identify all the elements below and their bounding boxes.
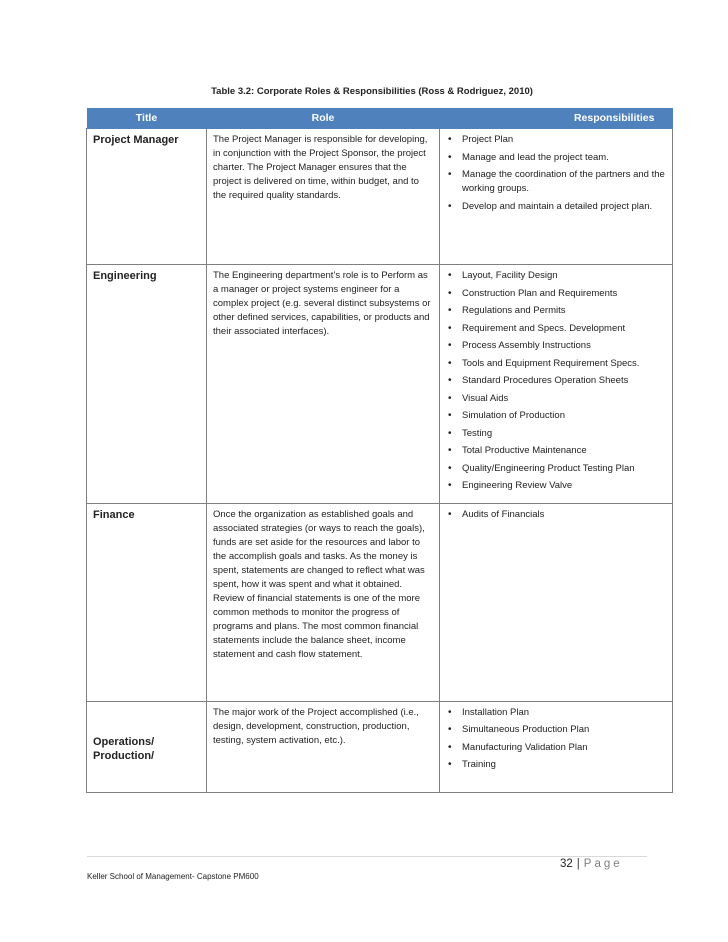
row-role: The Project Manager is responsible for developing, in conjunction with the Project Sponsor, the project charter. The Project Manager ensures that the project is delivered on time, within budget, and to the required quality standards. xyxy=(207,129,440,265)
row-role: The major work of the Project accomplished (i.e., design, development, construction, production, testing, system activation, etc.). xyxy=(207,701,440,792)
list-item: • Standard Procedures Operation Sheets xyxy=(446,374,667,388)
row-responsibilities xyxy=(440,265,673,504)
table-caption: Table 3.2: Corporate Roles & Responsibilities (Ross & Rodriguez, 2010) xyxy=(211,86,533,97)
list-item: • Testing xyxy=(446,427,667,441)
table-header-row xyxy=(87,108,673,129)
header-role: Role xyxy=(207,108,440,129)
row-role: The Engineering department’s role is to Perform as a manager or project systems engineer for a complex project (e.g. several distinct subsystems or other defined services, capabilities, or products and their associated interfaces). xyxy=(207,265,440,504)
page-number-value: 32 xyxy=(560,858,573,870)
page-number-separator: | xyxy=(576,858,580,870)
list-item: • Total Productive Maintenance xyxy=(446,444,667,458)
page-label: Page xyxy=(583,858,623,870)
list-item: • Quality/Engineering Product Testing Plan xyxy=(446,462,667,476)
list-item: • Manufacturing Validation Plan xyxy=(446,741,667,755)
list-item: • Manage and lead the project team. xyxy=(446,151,667,165)
row-title: Project Manager xyxy=(87,129,207,265)
row-responsibilities xyxy=(440,503,673,701)
list-item: • Construction Plan and Requirements xyxy=(446,287,667,301)
list-item: • Regulations and Permits xyxy=(446,304,667,318)
table-row xyxy=(87,265,673,504)
list-item: • Visual Aids xyxy=(446,392,667,406)
list-item: • Develop and maintain a detailed project plan. xyxy=(446,200,667,214)
list-item: • Engineering Review Valve xyxy=(446,479,667,493)
footer-divider xyxy=(87,856,647,857)
list-item: • Simultaneous Production Plan xyxy=(446,723,667,737)
row-title: Operations/ Production/ xyxy=(87,701,207,792)
list-item: • Installation Plan xyxy=(446,706,667,720)
list-item: • Audits of Financials xyxy=(446,508,667,522)
list-item: • Manage the coordination of the partners and the working groups. xyxy=(446,168,667,196)
row-responsibilities xyxy=(440,129,673,265)
row-responsibilities xyxy=(440,701,673,792)
list-item: • Training xyxy=(446,758,667,772)
list-item: • Process Assembly Instructions xyxy=(446,339,667,353)
list-item: • Requirement and Specs. Development xyxy=(446,322,667,336)
row-role: Once the organization as established goals and associated strategies (or ways to reach the goals), funds are set aside for the resources and labor to the accomplish goals and tasks. As the money is spent, statements are changed to reflect what was spent, how it was spent and what it obtained. Review of financial statements is one of the more common methods to monitor the progress of programs and plans. The most common financial statements include the balance sheet, income statement and cash flow statement. xyxy=(207,503,440,701)
responsibility-list xyxy=(446,508,667,522)
roles-table xyxy=(86,108,673,793)
header-responsibilities: Responsibilities xyxy=(440,108,673,129)
page-number xyxy=(560,858,660,870)
table-row xyxy=(87,701,673,792)
table-row xyxy=(87,129,673,265)
header-title: Title xyxy=(87,108,207,129)
row-title: Engineering xyxy=(87,265,207,504)
row-title: Finance xyxy=(87,503,207,701)
list-item: • Tools and Equipment Requirement Specs. xyxy=(446,357,667,371)
responsibility-list xyxy=(446,706,667,773)
page-footer: Keller School of Management- Capstone PM600 xyxy=(87,872,259,881)
responsibility-list xyxy=(446,133,667,214)
responsibility-list xyxy=(446,269,667,493)
list-item: • Simulation of Production xyxy=(446,409,667,423)
list-item: • Layout, Facility Design xyxy=(446,269,667,283)
table-row xyxy=(87,503,673,701)
list-item: • Project Plan xyxy=(446,133,667,147)
